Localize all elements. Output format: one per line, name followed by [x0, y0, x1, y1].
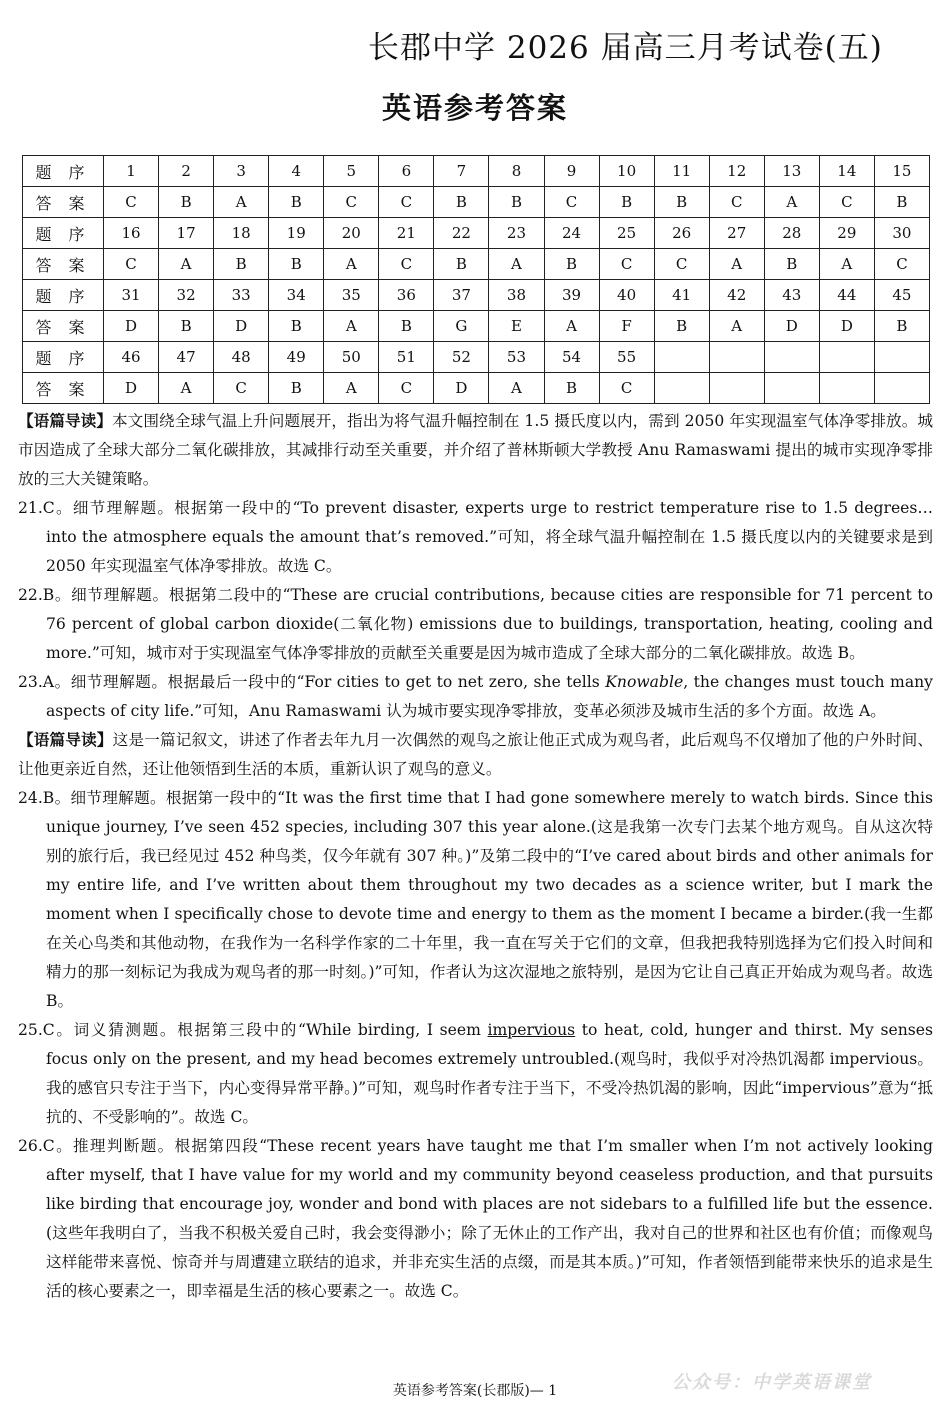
answer-cell: B: [434, 249, 489, 280]
question-number-row: [23, 280, 930, 311]
answer-cell: B: [269, 311, 324, 342]
row-label: 题 序: [23, 342, 104, 373]
question-number-cell: 51: [379, 342, 434, 373]
answer-cell: C: [214, 373, 269, 404]
question-number-cell: 11: [654, 156, 709, 187]
answer-cell: A: [324, 311, 379, 342]
answer-cell: E: [489, 311, 544, 342]
answer-cell: A: [489, 249, 544, 280]
question-number-cell: 23: [489, 218, 544, 249]
answer-cell: B: [544, 373, 599, 404]
answer-cell: C: [874, 249, 929, 280]
question-number-cell: 55: [599, 342, 654, 373]
answer-cell: C: [104, 187, 159, 218]
question-number-cell: 4: [269, 156, 324, 187]
question-number-cell: 12: [709, 156, 764, 187]
question-number-cell: 37: [434, 280, 489, 311]
question-number-cell: 20: [324, 218, 379, 249]
explanation-item-21: 21.C。细节理解题。根据第一段中的“To prevent disaster, experts urge to restrict temperature rise to 1.5 degrees… into the atmosphere equals the amount that’s removed.”可知，将全球气温升幅控制在 1.5 摄氏度以内的关键要求是到 2050 年实现温室气体净零排放。故选 C。: [18, 499, 933, 575]
question-number-cell: 33: [214, 280, 269, 311]
answer-row: [23, 373, 930, 404]
answer-cell: B: [159, 187, 214, 218]
question-number-cell: 13: [764, 156, 819, 187]
watermark: 公众号：中学英语课堂: [672, 1372, 872, 1393]
answer-cell: C: [599, 373, 654, 404]
question-number-cell: 21: [379, 218, 434, 249]
answer-cell: A: [214, 187, 269, 218]
passage-intro-1: [18, 407, 933, 494]
question-number-cell: 31: [104, 280, 159, 311]
answer-cell: C: [379, 373, 434, 404]
question-number-cell: 49: [269, 342, 324, 373]
answer-key-subtitle: 英语参考答案: [381, 91, 568, 125]
row-label: 答 案: [23, 311, 104, 342]
question-number-cell: 40: [599, 280, 654, 311]
exam-title: 长郡中学 2026 届高三月考试卷(五): [368, 30, 883, 66]
question-number-cell: 18: [214, 218, 269, 249]
question-number-cell: 52: [434, 342, 489, 373]
answer-row: [23, 249, 930, 280]
question-number-cell: 28: [764, 218, 819, 249]
answer-cell: B: [269, 249, 324, 280]
intro-tag: 【语篇导读】: [18, 731, 113, 749]
answer-cell: C: [379, 187, 434, 218]
question-number-cell: 35: [324, 280, 379, 311]
question-number-cell: 44: [819, 280, 874, 311]
question-number-cell: 25: [599, 218, 654, 249]
italic-term: Knowable: [605, 673, 684, 691]
answer-cell: A: [709, 311, 764, 342]
answer-cell: C: [654, 249, 709, 280]
intro-tag: 【语篇导读】: [18, 412, 113, 430]
question-number-cell: 27: [709, 218, 764, 249]
question-number-cell: 24: [544, 218, 599, 249]
answer-row: [23, 187, 930, 218]
answer-cell: A: [544, 311, 599, 342]
answer-cell: F: [599, 311, 654, 342]
answer-cell: B: [269, 187, 324, 218]
answer-cell: C: [599, 249, 654, 280]
question-number-cell: 39: [544, 280, 599, 311]
row-label: 答 案: [23, 249, 104, 280]
question-number-cell: 46: [104, 342, 159, 373]
explanation-item-22: 22.B。细节理解题。根据第二段中的“These are crucial contributions, because cities are responsible for 71 percent to 76 percent of global carbon dioxide(二氧化物) emissions due to buildings, transportation, heating, cooling and more.”可知，城市对于实现温室气体净零排放的贡献至关重要是因为城市造成了全球大部分的二氧化碳排放。故选 B。: [18, 586, 933, 662]
row-label: 题 序: [23, 280, 104, 311]
answer-cell: [764, 373, 819, 404]
answer-cell: D: [104, 311, 159, 342]
question-number-row: [23, 218, 930, 249]
answer-cell: D: [214, 311, 269, 342]
question-number-cell: 19: [269, 218, 324, 249]
passage-intro-2: [18, 726, 933, 784]
question-number-cell: 1: [104, 156, 159, 187]
answer-cell: A: [764, 187, 819, 218]
question-number-cell: 10: [599, 156, 654, 187]
question-number-cell: 42: [709, 280, 764, 311]
answer-cell: C: [104, 249, 159, 280]
answer-cell: A: [709, 249, 764, 280]
question-number-cell: 5: [324, 156, 379, 187]
answer-cell: B: [874, 311, 929, 342]
question-number-cell: 50: [324, 342, 379, 373]
question-number-cell: 14: [819, 156, 874, 187]
answer-cell: C: [709, 187, 764, 218]
answer-cell: A: [324, 249, 379, 280]
row-label: 题 序: [23, 218, 104, 249]
question-number-row: [23, 156, 930, 187]
question-number-cell: 48: [214, 342, 269, 373]
question-number-cell: 6: [379, 156, 434, 187]
answer-cell: B: [654, 187, 709, 218]
question-number-cell: 36: [379, 280, 434, 311]
question-number-cell: 26: [654, 218, 709, 249]
question-number-cell: [819, 342, 874, 373]
underlined-word: impervious: [487, 1021, 576, 1039]
answer-cell: B: [654, 311, 709, 342]
answer-cell: B: [214, 249, 269, 280]
explanations: [18, 407, 933, 1306]
answer-cell: B: [159, 311, 214, 342]
question-number-cell: 9: [544, 156, 599, 187]
question-number-cell: 30: [874, 218, 929, 249]
answer-cell: G: [434, 311, 489, 342]
row-label: 答 案: [23, 187, 104, 218]
question-number-cell: 34: [269, 280, 324, 311]
question-number-cell: 17: [159, 218, 214, 249]
answer-cell: D: [104, 373, 159, 404]
answer-cell: A: [159, 373, 214, 404]
page-footer: 英语参考答案(长郡版)— 1: [392, 1383, 558, 1399]
question-number-cell: [709, 342, 764, 373]
question-number-cell: 7: [434, 156, 489, 187]
answer-cell: B: [544, 249, 599, 280]
answer-cell: D: [764, 311, 819, 342]
intro-text: 这是一篇记叙文，讲述了作者去年九月一次偶然的观鸟之旅让他正式成为观鸟者，此后观鸟不仅增加了他的户外时间、让他更亲近自然，还让他领悟到生活的本质，重新认识了观鸟的意义。: [18, 731, 933, 778]
question-number-cell: [654, 342, 709, 373]
answer-cell: D: [819, 311, 874, 342]
answer-cell: [709, 373, 764, 404]
answer-cell: B: [434, 187, 489, 218]
answer-cell: C: [544, 187, 599, 218]
question-number-cell: 16: [104, 218, 159, 249]
answer-table: [22, 155, 930, 404]
answer-cell: B: [874, 187, 929, 218]
row-label: 题 序: [23, 156, 104, 187]
question-number-cell: 54: [544, 342, 599, 373]
answer-cell: [654, 373, 709, 404]
answer-cell: C: [379, 249, 434, 280]
question-number-cell: 15: [874, 156, 929, 187]
explanation-item-24: 24.B。细节理解题。根据第一段中的“It was the first time that I had gone somewhere merely to watch birds. Since this unique journey, I’ve seen 452 species, including 307 this year alone.(这是我第一次专门去某个地方观鸟。自从这次特别的旅行后，我已经见过 452 种鸟类，仅今年就有 307 种。)”及第二段中的“I’ve cared about birds and other animals for my entire life, and I’ve written about them throughout my two decades as a science writer, but I mark the moment when I specifically chose to devote time and energy to them as the moment I became a birder.(我一生都在关心鸟类和其他动物，在我作为一名科学作家的二十年里，我一直在写关于它们的文章，但我把我特别选择为它们投入时间和精力的那一刻标记为我成为观鸟者的那一时刻。)”可知，作者认为这次湿地之旅特别，是因为它让自己真正开始成为观鸟者。故选 B。: [18, 789, 933, 1010]
answer-cell: B: [489, 187, 544, 218]
question-number-cell: 3: [214, 156, 269, 187]
answer-row: [23, 311, 930, 342]
question-number-cell: 38: [489, 280, 544, 311]
question-number-cell: [764, 342, 819, 373]
question-number-cell: 43: [764, 280, 819, 311]
question-number-cell: 32: [159, 280, 214, 311]
explanation-item-25: 25.C。词义猜测题。根据第三段中的“While birding, I seem impervious to heat, cold, hunger and thirst. My senses focus only on the present, and my head becomes extremely untroubled.(观鸟时，我似乎对冷热饥渴都 impervious。我的感官只专注于当下，内心变得异常平静。)”可知，观鸟时作者专注于当下，不受冷热饥渴的影响，因此“impervious”意为“抵抗的、不受影响的”。故选 C。: [18, 1021, 933, 1126]
answer-cell: B: [764, 249, 819, 280]
intro-text: 本文围绕全球气温上升问题展开，指出为将气温升幅控制在 1.5 摄氏度以内，需到 2050 年实现温室气体净零排放。城市因造成了全球大部分二氧化碳排放，其减排行动至关重要，并介绍了普林斯顿大学教授 Anu Ramaswami 提出的城市实现净零排放的三大关键策略。: [18, 412, 933, 488]
answer-cell: A: [819, 249, 874, 280]
answer-cell: A: [489, 373, 544, 404]
answer-cell: [819, 373, 874, 404]
answer-cell: C: [324, 187, 379, 218]
answer-cell: C: [819, 187, 874, 218]
question-number-cell: 2: [159, 156, 214, 187]
explanation-item-23: 23.A。细节理解题。根据最后一段中的“For cities to get to net zero, she tells Knowable, the changes must touch many aspects of city life.”可知，Anu Ramaswami 认为城市要实现净零排放，变革必须涉及城市生活的多个方面。故选 A。: [18, 673, 933, 720]
explanation-item-26: 26.C。推理判断题。根据第四段“These recent years have taught me that I’m smaller when I’m not actively looking after myself, that I have value for my world and my community beyond ceaseless production, and that pursuits like birding that encourage joy, wonder and bond with places are not sidebars to a fulfilled life but the essence.(这些年我明白了，当我不积极关爱自己时，我会变得渺小；除了无休止的工作产出，我对自己的世界和社区也有价值；而像观鸟这样能带来喜悦、惊奇并与周遭建立联结的追求，并非充实生活的点缀，而是其本质。)”可知，作者领悟到能带来快乐的追求是生活的核心要素之一，即幸福是生活的核心要素之一。故选 C。: [18, 1137, 933, 1300]
answer-cell: D: [434, 373, 489, 404]
question-number-cell: 22: [434, 218, 489, 249]
answer-cell: B: [269, 373, 324, 404]
question-number-cell: 41: [654, 280, 709, 311]
question-number-cell: 8: [489, 156, 544, 187]
question-number-cell: [874, 342, 929, 373]
answer-cell: A: [324, 373, 379, 404]
row-label: 答 案: [23, 373, 104, 404]
answer-cell: [874, 373, 929, 404]
question-number-cell: 45: [874, 280, 929, 311]
question-number-row: [23, 342, 930, 373]
answer-cell: A: [159, 249, 214, 280]
question-number-cell: 29: [819, 218, 874, 249]
answer-cell: B: [599, 187, 654, 218]
question-number-cell: 53: [489, 342, 544, 373]
question-number-cell: 47: [159, 342, 214, 373]
answer-cell: B: [379, 311, 434, 342]
